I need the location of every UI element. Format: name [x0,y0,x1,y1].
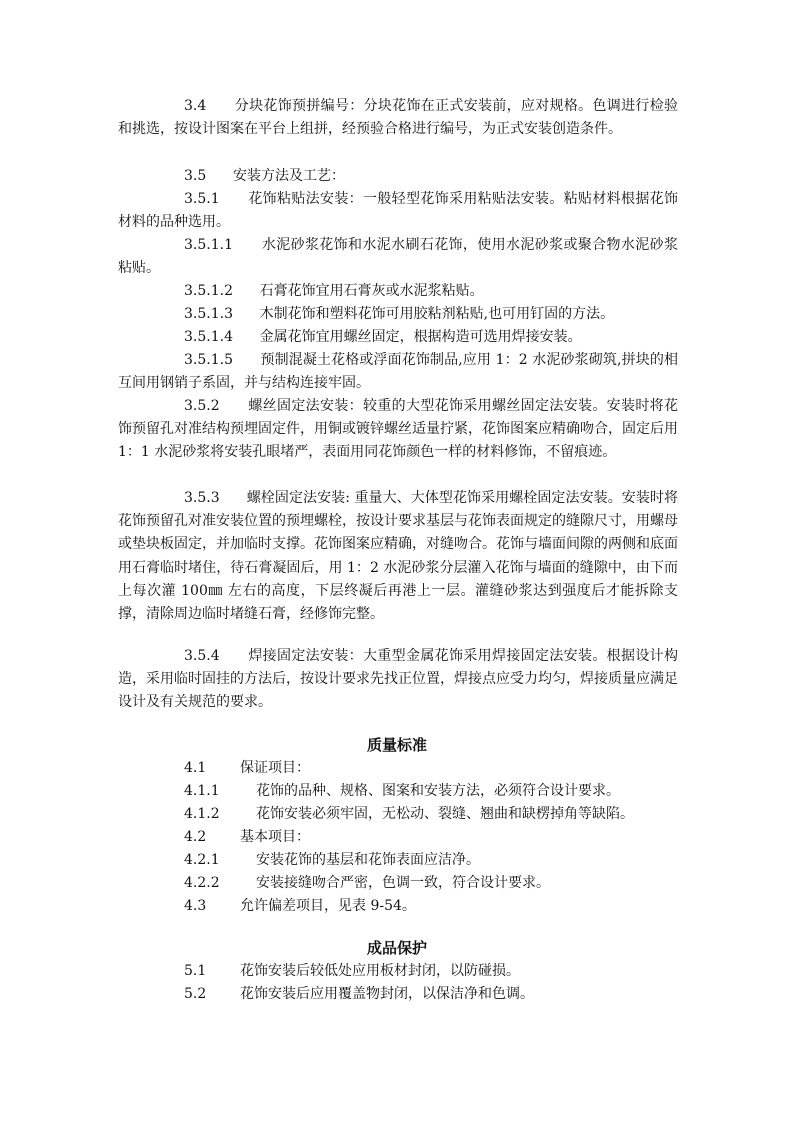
item-number: 4.2.1 [184,852,220,868]
list-item [184,895,704,918]
paragraph-3-5-1-3: 3.5.1.3 木制花饰和塑料花饰可用胶粘剂粘贴,也可用钉固的方法。 [184,306,615,322]
item-text: 花饰安装后应用覆盖物封闭，以保洁净和色调。 [240,986,534,1002]
paragraph-3-5-3: 3.5.3 螺栓固定法安装: 重量大、大体型花饰采用螺栓固定法安装。安装时将花饰预留孔对准安装位置的预埋螺栓，按设计要求基层与花饰表面规定的缝隙尺寸，用螺母或垫块板固定，并加临时支撑。花饰图案应精确，对缝吻合。花饰与墙面间隙的两侧和底面用石膏临时堵住，待石膏凝固后，用 1：2 水泥砂浆分层灌入花饰与墙面的缝隙中，由下而上每次灌 100㎜ 左右的高度，下层终凝后再港上一层。灌缝砂浆达到强度后才能拆除支撑，清除周边临时堵缝石膏，经修饰完整。 [118,490,678,623]
list-item [184,780,704,803]
paragraph-3-4: 3.4 分块花饰预拼编号：分块花饰在正式安装前，应对规格。色调进行检验和挑选，按设计图案在平台上组拼，经预验合格进行编号，为正式安装创造条件。 [118,98,678,138]
list-item [184,757,704,780]
item-number: 4.1.2 [184,806,220,822]
item-number: 5.1 [184,963,207,979]
item-number: 4.2.2 [184,875,220,891]
item-text: 安装接缝吻合严密，色调一致，符合设计要求。 [256,875,550,891]
paragraph-3-5: 3.5 安装方法及工艺： [184,168,345,184]
item-number: 5.2 [184,986,207,1002]
item-text: 花饰安装必须牢固，无松动、裂缝、翘曲和缺楞掉角等缺陷。 [256,806,634,822]
item-text: 花饰的品种、规格、图案和安装方法，必须符合设计要求。 [256,783,620,799]
item-text: 允许偏差项目，见表 9-54。 [240,898,416,914]
item-text: 花饰安装后较低处应用板材封闭，以防碰损。 [240,963,520,979]
paragraph-3-5-1-5: 3.5.1.5 预制混凝土花格或浮面花饰制品,应用 1：2 水泥砂浆砌筑,拼块的相互间用钢销子系固，并与结构连接牢固。 [118,352,678,392]
list-item [184,803,704,826]
list-item [184,826,704,849]
item-text: 保证项目： [240,760,310,776]
paragraph-3-5-1-2: 3.5.1.2 石膏花饰宜用石膏灰或水泥浆粘贴。 [184,283,484,299]
list-item [184,983,704,1006]
paragraph-3-5-1: 3.5.1 花饰粘贴法安装：一般轻型花饰采用粘贴法安装。粘贴材料根据花饰材料的品种选用。 [118,191,678,231]
list-item [184,872,704,895]
item-text: 基本项目： [240,829,310,845]
finished-product-protection-heading: 成品保护 [366,939,427,957]
item-text: 安装花饰的基层和花饰表面应洁净。 [256,852,480,868]
list-item [184,849,704,872]
paragraph-3-5-1-4: 3.5.1.4 金属花饰宜用螺丝固定，根据构造可选用焊接安装。 [184,329,582,345]
item-number: 4.2 [184,829,207,845]
list-item [184,960,704,983]
item-number: 4.3 [184,898,207,914]
quality-standard-heading: 质量标准 [366,736,427,754]
item-number: 4.1.1 [184,783,220,799]
paragraph-3-5-4: 3.5.4 焊接固定法安装：大重型金属花饰采用焊接固定法安装。根据设计构造，采用临时固挂的方法后，按设计要求先找正位置，焊接点应受力均匀，焊接质量应满足设计及有关规范的要求。 [118,648,678,711]
item-number: 4.1 [184,760,207,776]
paragraph-3-5-1-1: 3.5.1.1 水泥砂浆花饰和水泥水刷石花饰，使用水泥砂浆或聚合物水泥砂浆粘贴。 [118,237,678,277]
paragraph-3-5-2: 3.5.2 螺丝固定法安装：较重的大型花饰采用螺丝固定法安装。安装时将花饰预留孔对准结构预埋固定件，用铜或镀锌螺丝适量拧紧，花饰图案应精确吻合，固定后用 1：1 水泥砂浆将安装孔眼堵严，表面用同花饰颜色一样的材料修饰，不留痕迹。 [118,398,678,461]
